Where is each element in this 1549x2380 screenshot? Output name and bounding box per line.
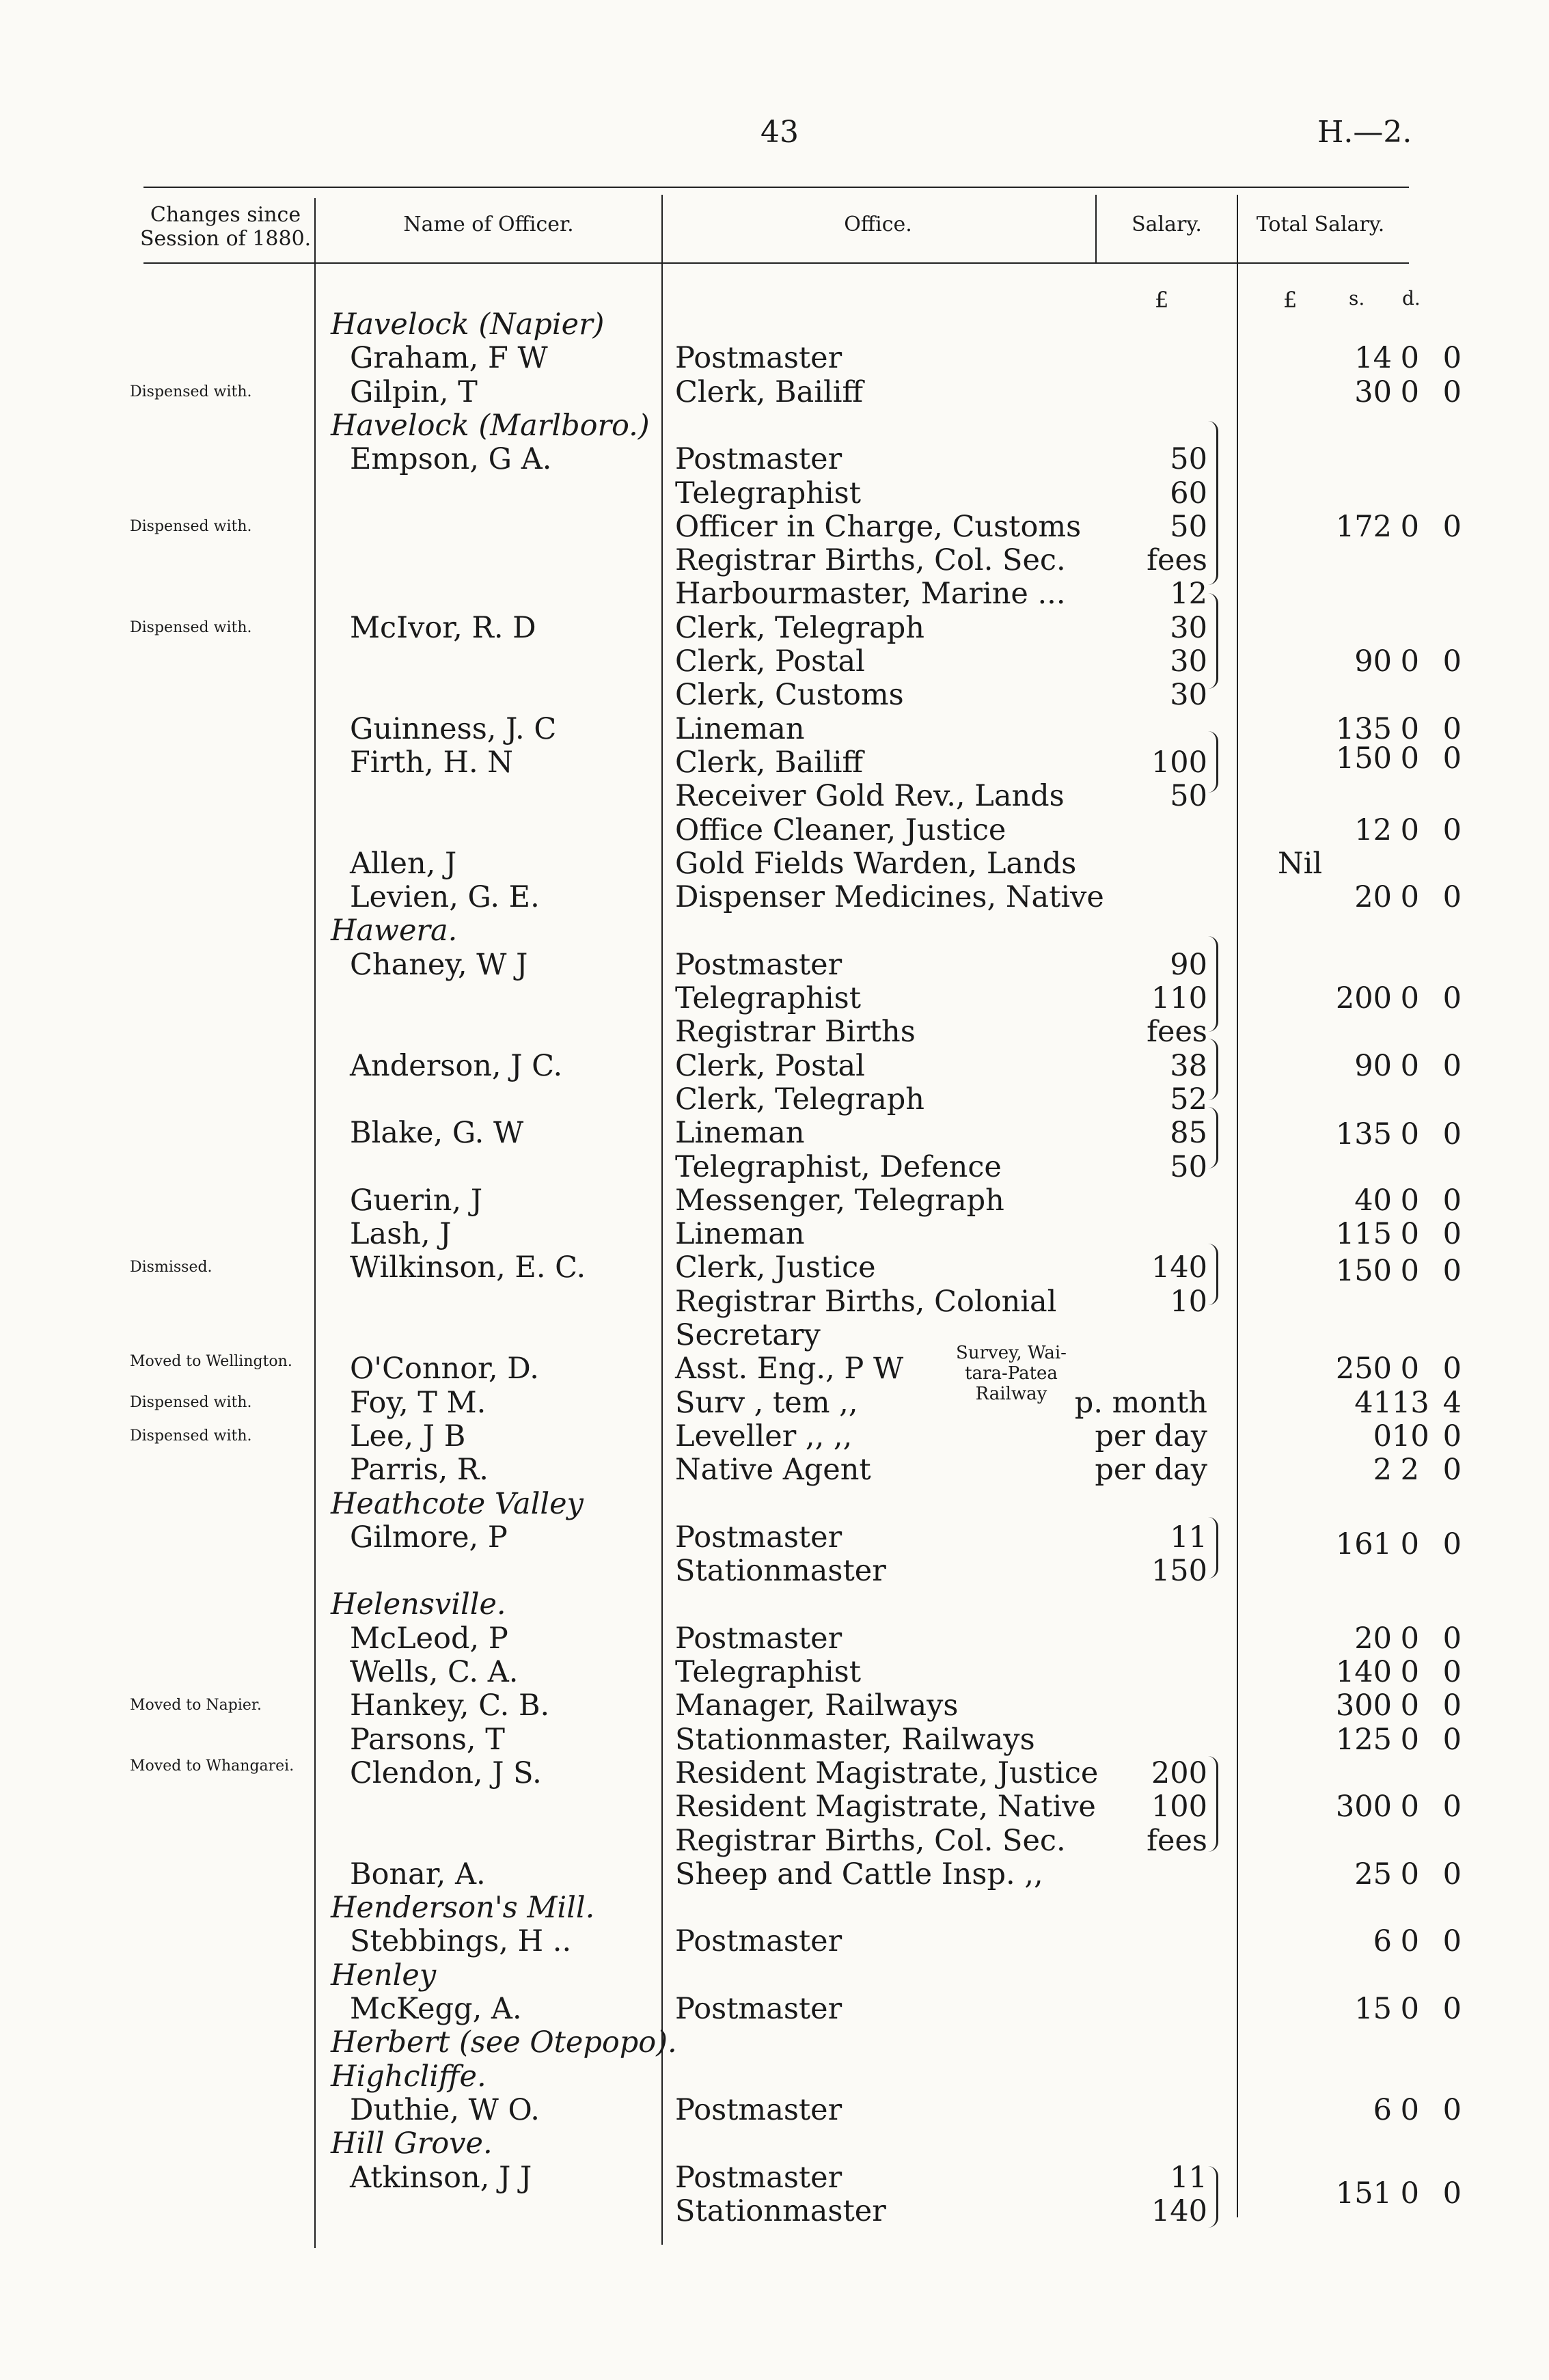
total-shillings: 0 bbox=[1400, 981, 1419, 1015]
office-title: Messenger, Telegraph bbox=[675, 1183, 1004, 1218]
office-title: Telegraphist bbox=[675, 476, 862, 510]
office-title: Registrar Births, Col. Sec. bbox=[675, 543, 1066, 578]
total-shillings: 0 bbox=[1400, 1992, 1419, 2026]
total-pence: 0 bbox=[1442, 1655, 1462, 1689]
officer-name: McKegg, A. bbox=[350, 1992, 522, 2026]
officer-name: Hankey, C. B. bbox=[350, 1688, 550, 1723]
office-title: Clerk, Postal bbox=[675, 1048, 865, 1083]
change-note: Moved to Napier. bbox=[130, 1697, 262, 1714]
officer-name: O'Connor, D. bbox=[350, 1352, 539, 1386]
officer-name: Duthie, W O. bbox=[350, 2092, 540, 2127]
change-note: Moved to Whangarei. bbox=[130, 1757, 294, 1775]
total-pence: 0 bbox=[1442, 644, 1462, 679]
total-pence: 0 bbox=[1442, 741, 1462, 776]
salary-value: 50 bbox=[1170, 442, 1207, 477]
total-pounds: 40 bbox=[1354, 1183, 1392, 1218]
page-number: 43 bbox=[760, 115, 799, 150]
officer-name: Lee, J B bbox=[350, 1419, 466, 1453]
office-title: Clerk, Justice bbox=[675, 1250, 876, 1285]
total-pounds: 6 bbox=[1373, 2092, 1392, 2127]
table-row bbox=[0, 1924, 1549, 1958]
table-row bbox=[0, 1655, 1549, 1689]
office-title: Sheep and Cattle Insp. ,, bbox=[675, 1857, 1043, 1891]
office-title: Office Cleaner, Justice bbox=[675, 812, 1006, 847]
officer-name: Gilmore, P bbox=[350, 1520, 508, 1555]
officer-name: Guinness, J. C bbox=[350, 711, 557, 746]
total-pence: 0 bbox=[1442, 2176, 1462, 2211]
office-title: Registrar Births, Colonial bbox=[675, 1284, 1057, 1319]
table-row bbox=[0, 948, 1549, 982]
office-title: Telegraphist bbox=[675, 1655, 862, 1689]
officer-name: Wells, C. A. bbox=[350, 1655, 519, 1689]
salary-value: 12 bbox=[1170, 577, 1207, 612]
table-row bbox=[0, 847, 1549, 881]
total-pence: 0 bbox=[1442, 1254, 1462, 1288]
table-row bbox=[0, 1622, 1549, 1656]
total-pounds: 151 bbox=[1335, 2176, 1392, 2211]
header-name: Name of Officer. bbox=[403, 213, 574, 236]
table-row bbox=[0, 1285, 1549, 1319]
table-row bbox=[0, 1352, 1549, 1386]
header-total: Total Salary. bbox=[1256, 213, 1385, 236]
salary-value: 60 bbox=[1170, 476, 1207, 510]
table-row bbox=[0, 1419, 1549, 1453]
salary-value: p. month bbox=[1074, 1385, 1207, 1420]
brace-empson bbox=[1208, 421, 1218, 585]
total-pence: 0 bbox=[1442, 711, 1462, 746]
office-title: Postmaster bbox=[675, 2160, 842, 2195]
salary-value: fees bbox=[1147, 1015, 1207, 1050]
total-pence: 0 bbox=[1442, 1924, 1462, 1959]
total-pounds: 300 bbox=[1335, 1688, 1392, 1723]
office-title: Postmaster bbox=[675, 341, 842, 376]
header-changes bbox=[140, 204, 311, 251]
merged-total-row bbox=[0, 1117, 1549, 1151]
table-row bbox=[0, 1386, 1549, 1420]
table-row bbox=[0, 1688, 1549, 1723]
office-title: Postmaster bbox=[675, 1924, 842, 1959]
total-pence: 0 bbox=[1442, 880, 1462, 915]
salary-value: 100 bbox=[1151, 745, 1207, 780]
total-pence: 0 bbox=[1442, 812, 1462, 847]
office-title: Postmaster bbox=[675, 947, 842, 982]
total-pence: 0 bbox=[1442, 2092, 1462, 2127]
brace-mcivor bbox=[1208, 593, 1218, 689]
salary-value: 50 bbox=[1170, 1149, 1207, 1184]
total-shillings: 0 bbox=[1400, 1117, 1419, 1151]
officer-name: Firth, H. N bbox=[350, 745, 513, 780]
officer-name: Stebbings, H .. bbox=[350, 1924, 572, 1959]
place-heading: Henderson's Mill. bbox=[331, 1891, 595, 1926]
total-pence: 0 bbox=[1442, 1722, 1462, 1757]
place-heading: Helensville. bbox=[331, 1587, 506, 1622]
office-title: Surv , tem ,, bbox=[675, 1385, 858, 1420]
salary-value: 90 bbox=[1170, 947, 1207, 982]
page-reference: H.—2. bbox=[1317, 115, 1412, 150]
office-title: Lineman bbox=[675, 1116, 805, 1151]
table-row bbox=[0, 1992, 1549, 2026]
table-row bbox=[0, 2093, 1549, 2127]
salary-value: 52 bbox=[1170, 1082, 1207, 1117]
table-row bbox=[0, 1453, 1549, 1487]
total-shillings: 0 bbox=[1400, 1217, 1419, 1252]
total-shillings: 0 bbox=[1400, 1183, 1419, 1218]
table-row bbox=[0, 1824, 1549, 1858]
salary-value: 200 bbox=[1151, 1755, 1207, 1790]
officer-name: Chaney, W J bbox=[350, 947, 528, 982]
total-pence: 0 bbox=[1442, 509, 1462, 544]
office-title: Postmaster bbox=[675, 442, 842, 477]
table-row bbox=[0, 1723, 1549, 1757]
railway-note bbox=[940, 1343, 1083, 1404]
place-heading: Havelock (Marlboro.) bbox=[331, 408, 650, 443]
total-shillings: 0 bbox=[1400, 1722, 1419, 1757]
total-shillings: 0 bbox=[1400, 1857, 1419, 1891]
total-shillings: 10 bbox=[1392, 1419, 1429, 1453]
total-pence: 0 bbox=[1442, 1419, 1462, 1453]
total-pounds: 172 bbox=[1335, 509, 1392, 544]
table-row bbox=[0, 375, 1549, 409]
total-pounds: 12 bbox=[1354, 812, 1392, 847]
total-shillings: 0 bbox=[1400, 341, 1419, 376]
table-row bbox=[0, 1891, 1549, 1925]
unit-salary: £ bbox=[1155, 287, 1169, 313]
office-title: Clerk, Telegraph bbox=[675, 1082, 924, 1117]
table-row bbox=[0, 880, 1549, 914]
railway-note-line2: tara-Patea bbox=[965, 1363, 1058, 1384]
brace-clendon bbox=[1208, 1756, 1218, 1852]
place-heading: Havelock (Napier) bbox=[331, 307, 605, 342]
total-pounds: 150 bbox=[1335, 1254, 1392, 1288]
table-row bbox=[0, 1958, 1549, 1993]
total-shillings: 0 bbox=[1400, 1049, 1419, 1083]
table-row bbox=[0, 1790, 1549, 1824]
total-shillings: 0 bbox=[1400, 1527, 1419, 1561]
total-shillings: 0 bbox=[1400, 2092, 1419, 2127]
total-pounds: 15 bbox=[1354, 1992, 1392, 2026]
total-shillings: 13 bbox=[1392, 1385, 1429, 1420]
change-note: Dispensed with. bbox=[130, 383, 252, 400]
officer-name: Parris, R. bbox=[350, 1453, 489, 1488]
office-title: Officer in Charge, Customs bbox=[675, 509, 1082, 544]
office-title: Harbourmaster, Marine ... bbox=[675, 577, 1066, 612]
total-pounds: 250 bbox=[1335, 1352, 1392, 1386]
total-pounds: 140 bbox=[1335, 1655, 1392, 1689]
office-title: Postmaster bbox=[675, 1992, 842, 2026]
total-shillings: 0 bbox=[1400, 1621, 1419, 1656]
railway-note-line1: Survey, Wai- bbox=[956, 1343, 1067, 1363]
salary-value: 38 bbox=[1170, 1048, 1207, 1083]
salary-value: 11 bbox=[1170, 1520, 1207, 1555]
total-pence: 0 bbox=[1442, 1453, 1462, 1488]
office-title: Manager, Railways bbox=[675, 1688, 959, 1723]
total-shillings: 2 bbox=[1400, 1453, 1419, 1488]
total-pounds: 90 bbox=[1354, 1049, 1392, 1083]
office-title: Secretary bbox=[675, 1318, 821, 1352]
salary-value: 85 bbox=[1170, 1116, 1207, 1151]
office-title: Registrar Births, Col. Sec. bbox=[675, 1823, 1066, 1858]
unit-shillings: s. bbox=[1349, 287, 1365, 310]
office-title: Clerk, Bailiff bbox=[675, 745, 864, 780]
table-row bbox=[0, 779, 1549, 813]
place-heading: Hawera. bbox=[331, 914, 458, 948]
total-shillings: 0 bbox=[1400, 1924, 1419, 1959]
table-row bbox=[0, 1150, 1549, 1184]
total-pounds: 135 bbox=[1335, 711, 1392, 746]
office-title: Clerk, Telegraph bbox=[675, 610, 924, 645]
change-note: Moved to Wellington. bbox=[130, 1353, 292, 1371]
officer-name: Levien, G. E. bbox=[350, 880, 540, 915]
table-row bbox=[0, 2025, 1549, 2060]
office-title: Receiver Gold Rev., Lands bbox=[675, 779, 1065, 814]
merged-total-row bbox=[0, 1254, 1549, 1288]
office-title: Postmaster bbox=[675, 1621, 842, 1656]
table-row bbox=[0, 1184, 1549, 1218]
office-title: Lineman bbox=[675, 711, 805, 746]
salary-value: per day bbox=[1095, 1453, 1207, 1488]
office-title: Leveller ,, ,, bbox=[675, 1419, 853, 1453]
salary-value: 30 bbox=[1170, 678, 1207, 713]
salary-value: fees bbox=[1147, 543, 1207, 578]
table-row bbox=[0, 577, 1549, 611]
office-title: Asst. Eng., P W bbox=[675, 1352, 904, 1386]
total-shillings: 0 bbox=[1400, 374, 1419, 409]
total-shillings: 0 bbox=[1400, 644, 1419, 679]
table-row bbox=[0, 914, 1549, 948]
office-title: Clerk, Postal bbox=[675, 644, 865, 679]
place-heading: Heathcote Valley bbox=[331, 1486, 584, 1521]
officer-name: Bonar, A. bbox=[350, 1857, 486, 1891]
table-row bbox=[0, 476, 1549, 510]
total-pounds: 2 bbox=[1373, 1453, 1392, 1488]
table-row bbox=[0, 1082, 1549, 1117]
unit-pounds: £ bbox=[1283, 287, 1298, 313]
salary-value: 150 bbox=[1151, 1554, 1207, 1589]
place-heading: Hill Grove. bbox=[331, 2126, 493, 2161]
table-header-rule bbox=[143, 262, 1409, 264]
office-title: Postmaster bbox=[675, 2092, 842, 2127]
table-row bbox=[0, 307, 1549, 342]
salary-value: per day bbox=[1095, 1419, 1207, 1453]
officer-name: Atkinson, J J bbox=[350, 2160, 532, 2195]
total-shillings: 0 bbox=[1400, 1688, 1419, 1723]
total-pounds: 125 bbox=[1335, 1722, 1392, 1757]
office-title: Native Agent bbox=[675, 1453, 871, 1488]
office-title: Clerk, Bailiff bbox=[675, 374, 864, 409]
table-row bbox=[0, 1587, 1549, 1622]
total-pence: 0 bbox=[1442, 1217, 1462, 1252]
table-row bbox=[0, 510, 1549, 544]
office-title: Stationmaster, Railways bbox=[675, 1722, 1035, 1757]
officer-name: Graham, F W bbox=[350, 341, 548, 376]
total-pence: 0 bbox=[1442, 1117, 1462, 1151]
total-pounds: 135 bbox=[1335, 1117, 1392, 1151]
officer-name: Wilkinson, E. C. bbox=[350, 1250, 586, 1285]
office-title: Lineman bbox=[675, 1217, 805, 1252]
office-title: Postmaster bbox=[675, 1520, 842, 1555]
col-divider-3 bbox=[1095, 195, 1097, 263]
officer-name: Anderson, J C. bbox=[350, 1048, 563, 1083]
change-note: Dismissed. bbox=[130, 1259, 213, 1276]
table-row bbox=[0, 341, 1549, 375]
total-pounds: 300 bbox=[1335, 1790, 1392, 1824]
merged-total-row bbox=[0, 1527, 1549, 1561]
total-pence: 0 bbox=[1442, 1621, 1462, 1656]
total-pence: 4 bbox=[1442, 1385, 1462, 1420]
total-shillings: 0 bbox=[1400, 1655, 1419, 1689]
officer-name: McIvor, R. D bbox=[350, 610, 536, 645]
total-pounds: 150 bbox=[1335, 741, 1392, 776]
table-row bbox=[0, 543, 1549, 577]
salary-value: 140 bbox=[1151, 2193, 1207, 2228]
total-pence: 0 bbox=[1442, 1352, 1462, 1386]
salary-value: 30 bbox=[1170, 644, 1207, 679]
total-pounds: 6 bbox=[1373, 1924, 1392, 1959]
table-row bbox=[0, 644, 1549, 679]
office-title: Telegraphist bbox=[675, 981, 862, 1015]
railway-note-line3: Railway bbox=[975, 1384, 1047, 1404]
office-title: Stationmaster bbox=[675, 1554, 886, 1589]
total-pounds: 90 bbox=[1354, 644, 1392, 679]
total-pounds: 25 bbox=[1354, 1857, 1392, 1891]
unit-pence: d. bbox=[1402, 287, 1421, 310]
office-title: Dispenser Medicines, Native bbox=[675, 880, 1104, 915]
table-row bbox=[0, 1857, 1549, 1891]
total-pence: 0 bbox=[1442, 1857, 1462, 1891]
officer-name: Clendon, J S. bbox=[350, 1755, 542, 1790]
table-row bbox=[0, 611, 1549, 645]
total-pounds: 20 bbox=[1354, 1621, 1392, 1656]
total-pence: 0 bbox=[1442, 1049, 1462, 1083]
total-pounds: 0 bbox=[1373, 1419, 1392, 1453]
total-pence: 0 bbox=[1442, 1790, 1462, 1824]
table-row bbox=[0, 981, 1549, 1015]
change-note: Dispensed with. bbox=[130, 618, 252, 636]
officer-name: Gilpin, T bbox=[350, 374, 478, 409]
total-pence: 0 bbox=[1442, 374, 1462, 409]
table-row bbox=[0, 2060, 1549, 2094]
place-heading: Herbert (see Otepopo). bbox=[331, 2025, 677, 2060]
table-row bbox=[0, 409, 1549, 443]
office-title: Telegraphist, Defence bbox=[675, 1149, 1002, 1184]
salary-value: 10 bbox=[1170, 1284, 1207, 1319]
officer-name: Allen, J bbox=[350, 846, 457, 881]
table-row bbox=[0, 2126, 1549, 2161]
table-row bbox=[0, 442, 1549, 476]
total-pounds: 41 bbox=[1354, 1385, 1392, 1420]
total-pence: 0 bbox=[1442, 981, 1462, 1015]
total-pence: 0 bbox=[1442, 1183, 1462, 1218]
table-row bbox=[0, 1217, 1549, 1251]
header-changes-line2: Session of 1880. bbox=[140, 226, 312, 251]
salary-value: 30 bbox=[1170, 610, 1207, 645]
place-heading: Henley bbox=[331, 1958, 437, 1993]
total-shillings: 0 bbox=[1400, 509, 1419, 544]
office-title: Clerk, Customs bbox=[675, 678, 904, 713]
office-title: Resident Magistrate, Justice bbox=[675, 1755, 1099, 1790]
officer-name: Parsons, T bbox=[350, 1722, 505, 1757]
total-shillings: 0 bbox=[1400, 711, 1419, 746]
total-shillings: 0 bbox=[1400, 1790, 1419, 1824]
header-changes-line1: Changes since bbox=[150, 203, 301, 227]
total-shillings: 0 bbox=[1400, 2176, 1419, 2211]
total-pounds: 30 bbox=[1354, 374, 1392, 409]
salary-value: 50 bbox=[1170, 509, 1207, 544]
brace-chaney bbox=[1208, 936, 1218, 1032]
header-salary: Salary. bbox=[1132, 213, 1202, 236]
table-top-rule bbox=[143, 187, 1409, 188]
total-shillings: 0 bbox=[1400, 812, 1419, 847]
change-note: Dispensed with. bbox=[130, 1393, 252, 1411]
table-row bbox=[0, 813, 1549, 847]
office-title: Gold Fields Warden, Lands bbox=[675, 846, 1077, 881]
place-heading: Highcliffe. bbox=[331, 2059, 486, 2094]
office-title: Resident Magistrate, Native bbox=[675, 1790, 1096, 1824]
salary-value: 110 bbox=[1151, 981, 1207, 1015]
total-pounds: 161 bbox=[1335, 1527, 1392, 1561]
officer-name: Empson, G A. bbox=[350, 442, 552, 477]
total-pence: 0 bbox=[1442, 1992, 1462, 2026]
table-row bbox=[0, 1015, 1549, 1049]
total-shillings: 0 bbox=[1400, 880, 1419, 915]
change-note: Dispensed with. bbox=[130, 1427, 252, 1445]
total-pounds: 14 bbox=[1354, 341, 1392, 376]
table-row bbox=[0, 1487, 1549, 1521]
officer-name: Guerin, J bbox=[350, 1183, 483, 1218]
total-pounds: 20 bbox=[1354, 880, 1392, 915]
table-row bbox=[0, 1318, 1549, 1352]
merged-total-row bbox=[0, 741, 1549, 776]
officer-name: Blake, G. W bbox=[350, 1116, 524, 1151]
merged-total-row bbox=[0, 1049, 1549, 1083]
header-office: Office. bbox=[844, 213, 912, 236]
officer-name: Lash, J bbox=[350, 1217, 452, 1252]
merged-total-row bbox=[0, 2176, 1549, 2211]
total-nil: Nil bbox=[1278, 846, 1323, 881]
table-row bbox=[0, 678, 1549, 712]
total-pence: 0 bbox=[1442, 1527, 1462, 1561]
total-pence: 0 bbox=[1442, 1688, 1462, 1723]
salary-value: 100 bbox=[1151, 1790, 1207, 1824]
officer-name: Foy, T M. bbox=[350, 1385, 486, 1420]
office-title: Stationmaster bbox=[675, 2193, 886, 2228]
office-title: Registrar Births bbox=[675, 1015, 916, 1050]
salary-value: 140 bbox=[1151, 1250, 1207, 1285]
total-pounds: 200 bbox=[1335, 981, 1392, 1015]
total-pence: 0 bbox=[1442, 341, 1462, 376]
officer-name: McLeod, P bbox=[350, 1621, 508, 1656]
salary-value: fees bbox=[1147, 1823, 1207, 1858]
total-shillings: 0 bbox=[1400, 1352, 1419, 1386]
total-pounds: 115 bbox=[1335, 1217, 1392, 1252]
table-row bbox=[0, 1756, 1549, 1790]
salary-value: 11 bbox=[1170, 2160, 1207, 2195]
total-shillings: 0 bbox=[1400, 1254, 1419, 1288]
salary-value: 50 bbox=[1170, 779, 1207, 814]
total-shillings: 0 bbox=[1400, 741, 1419, 776]
change-note: Dispensed with. bbox=[130, 517, 252, 535]
